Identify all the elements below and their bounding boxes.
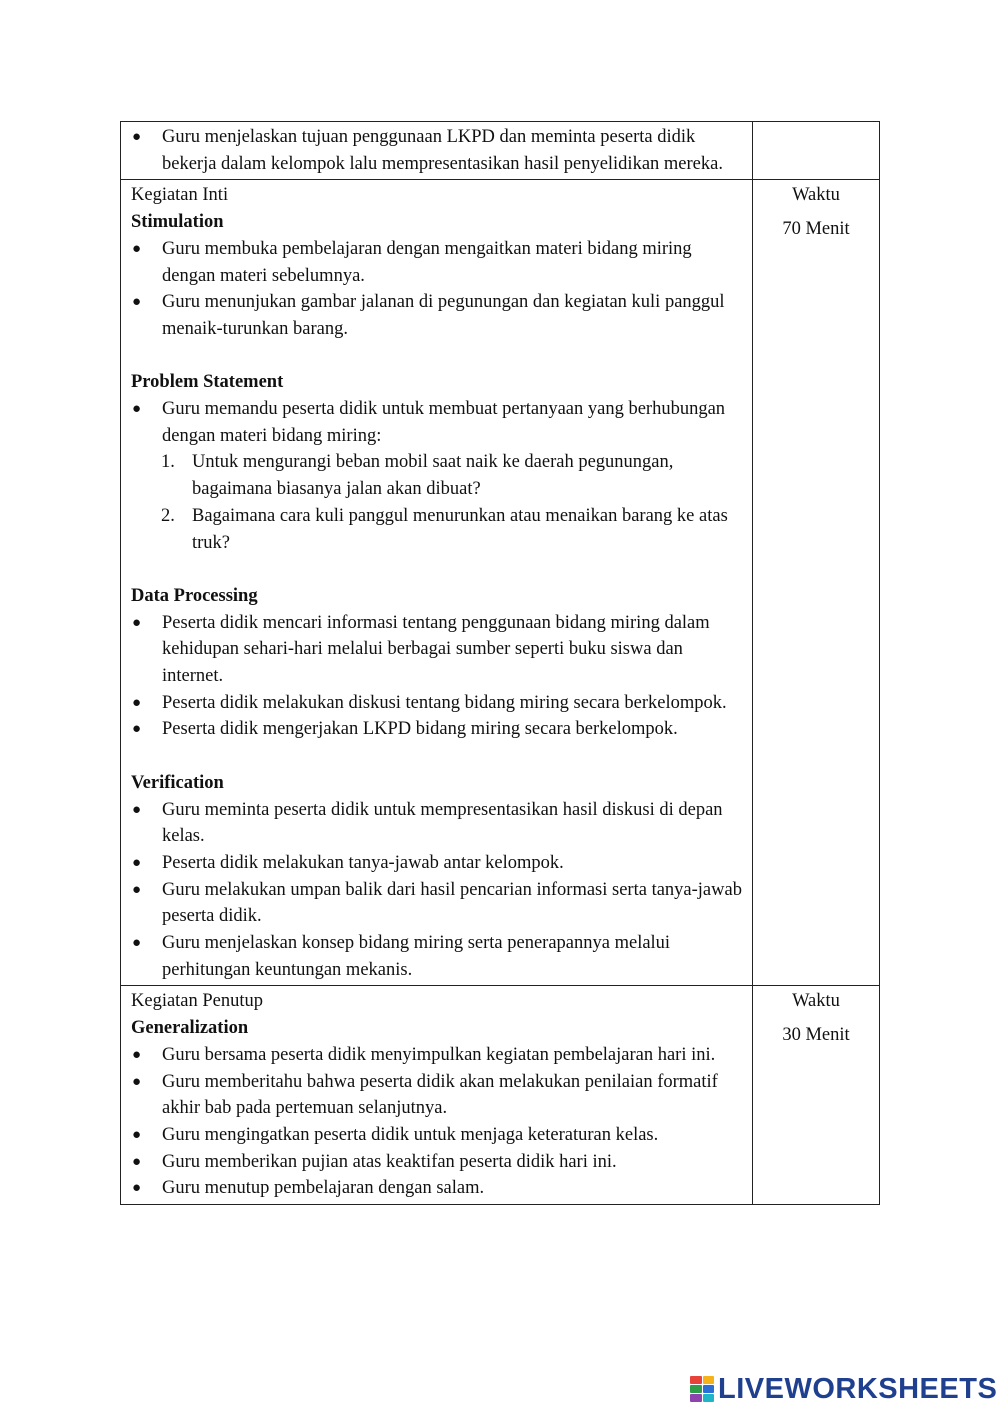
section-label-inti: Kegiatan Inti xyxy=(131,185,229,206)
processing-bullets xyxy=(131,610,742,744)
problem-bullets xyxy=(131,396,742,449)
list-item: ● Guru menjelaskan tujuan penggunaan LKPD dan meminta peserta didik bekerja dalam kelompok lalu mempresentasikan hasil penyelidikan mereka. xyxy=(131,124,742,177)
inti-row xyxy=(121,180,880,986)
brand-text: LIVEWORKSHEETS xyxy=(718,1372,998,1405)
verification-heading: Verification xyxy=(131,772,224,793)
list-item: ● Guru mengingatkan peserta didik untuk menjaga keteraturan kelas. xyxy=(131,1122,742,1149)
question-text: Bagaimana cara kuli panggul menurunkan atau menaikan barang ke atas truk? xyxy=(192,505,728,553)
list-item: ● Guru meminta peserta didik untuk mempresentasikan hasil diskusi di depan kelas. xyxy=(131,797,742,850)
logo-block xyxy=(703,1394,715,1402)
penutup-activity-cell xyxy=(121,986,753,1205)
data-processing-heading: Data Processing xyxy=(131,585,258,606)
logo-block xyxy=(690,1376,702,1384)
question-number: 2. xyxy=(161,505,175,526)
list-item: ● Peserta didik mengerjakan LKPD bidang miring secara berkelompok. xyxy=(131,716,742,743)
question-item xyxy=(161,503,742,556)
question-text: Untuk mengurangi beban mobil saat naik ke daerah pegunungan, bagaimana biasanya jalan akan dibuat? xyxy=(192,452,674,500)
logo-block xyxy=(703,1385,715,1393)
waktu-value: 70 Menit xyxy=(782,219,850,240)
logo-block xyxy=(703,1376,715,1384)
stimulation-heading: Stimulation xyxy=(131,212,224,233)
problem-statement-heading: Problem Statement xyxy=(131,372,284,393)
intro-activity-cell xyxy=(121,122,753,180)
penutup-row xyxy=(121,986,880,1205)
problem-questions xyxy=(131,449,742,556)
waktu-label: Waktu xyxy=(792,185,840,206)
lesson-plan-table xyxy=(120,121,880,1205)
generalization-heading: Generalization xyxy=(131,1018,249,1039)
verification-bullets xyxy=(131,797,742,984)
intro-time-cell xyxy=(753,122,880,180)
stimulation-bullets xyxy=(131,236,742,343)
intro-row xyxy=(121,122,880,180)
section-label-penutup: Kegiatan Penutup xyxy=(131,991,264,1012)
inti-activity-cell xyxy=(121,180,753,986)
penutup-time-cell xyxy=(753,986,880,1205)
inti-time-cell xyxy=(753,180,880,986)
waktu-value: 30 Menit xyxy=(782,1025,850,1046)
list-item: ● Guru memberitahu bahwa peserta didik akan melakukan penilaian formatif akhir bab pada pertemuan selanjutnya. xyxy=(131,1069,742,1122)
intro-bullets xyxy=(131,124,742,177)
list-item: ● Peserta didik melakukan diskusi tentang bidang miring secara berkelompok. xyxy=(131,690,742,717)
logo-block xyxy=(690,1385,702,1393)
question-item xyxy=(161,449,742,502)
generalization-bullets xyxy=(131,1042,742,1202)
logo-block xyxy=(690,1394,702,1402)
list-item: ● Guru membuka pembelajaran dengan mengaitkan materi bidang miring dengan materi sebelumnya. xyxy=(131,236,742,289)
list-item: ● Guru menunjukan gambar jalanan di pegunungan dan kegiatan kuli panggul menaik-turunkan barang. xyxy=(131,289,742,342)
list-item: ● Guru menjelaskan konsep bidang miring serta penerapannya melalui perhitungan keuntungan mekanis. xyxy=(131,930,742,983)
list-item: ● Guru memandu peserta didik untuk membuat pertanyaan yang berhubungan dengan materi bidang miring: xyxy=(131,396,742,449)
waktu-label: Waktu xyxy=(792,991,840,1012)
list-item: ● Guru memberikan pujian atas keaktifan peserta didik hari ini. xyxy=(131,1149,742,1176)
question-number: 1. xyxy=(161,452,175,473)
list-item: ● Guru melakukan umpan balik dari hasil pencarian informasi serta tanya-jawab peserta didik. xyxy=(131,877,742,930)
liveworksheets-logo[interactable] xyxy=(690,1373,997,1405)
list-item: ● Peserta didik melakukan tanya-jawab antar kelompok. xyxy=(131,850,742,877)
list-item: ● Peserta didik mencari informasi tentang penggunaan bidang miring dalam kehidupan sehari-hari melalui berbagai sumber seperti buku siswa dan internet. xyxy=(131,610,742,690)
list-item: ● Guru menutup pembelajaran dengan salam. xyxy=(131,1175,742,1202)
list-item: ● Guru bersama peserta didik menyimpulkan kegiatan pembelajaran hari ini. xyxy=(131,1042,742,1069)
liveworksheets-icon xyxy=(690,1376,714,1402)
